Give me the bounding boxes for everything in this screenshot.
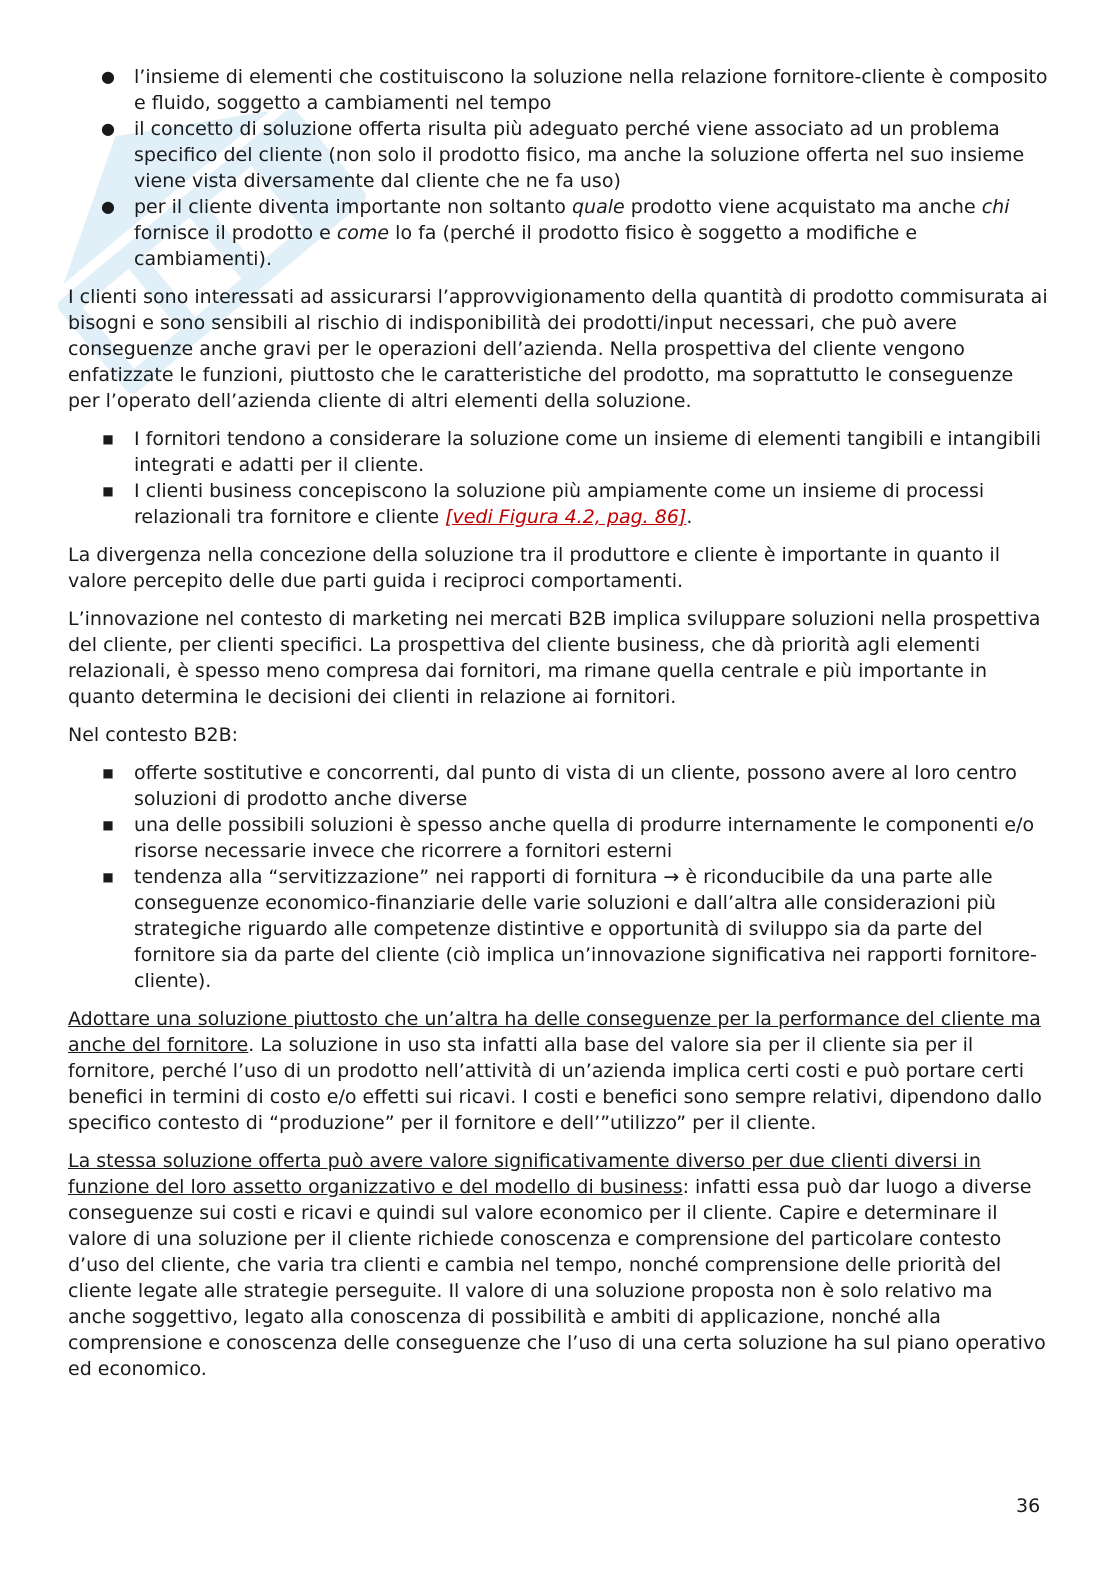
square-bullet-icon: ■ <box>102 870 114 884</box>
bullet-icon: ● <box>101 119 115 138</box>
bullet-list-1 <box>68 64 1048 272</box>
underlined-statement: Adottare una soluzione piuttosto che un’altra ha delle conseguenze per la performance del cliente ma anche del fornitore <box>68 1008 1041 1056</box>
bullet-icon: ● <box>101 67 115 86</box>
list-item: ● l’insieme di elementi che costituiscono la soluzione nella relazione fornitore-cliente è composito e fluido, soggetto a cambiamenti nel tempo <box>68 64 1048 116</box>
paragraph: Nel contesto B2B: <box>68 724 239 746</box>
bullet-list-2 <box>68 426 1048 530</box>
list-item: ● per il cliente diventa importante non soltanto quale prodotto viene acquistato ma anche chi fornisce il prodotto e come lo fa (perché il prodotto fisico è soggetto a modifiche e cambiamenti). <box>68 194 1048 272</box>
paragraph: L’innovazione nel contesto di marketing nei mercati B2B implica sviluppare soluzioni nella prospettiva del cliente, per clienti specifici. La prospettiva del cliente business, che dà priorità agli elementi relazionali, è spesso meno compresa dai fornitori, ma rimane quella centrale e più importante in quanto determina le decisioni dei clienti in relazione ai fornitori. <box>68 608 1041 708</box>
page-number: 36 <box>1016 1495 1041 1517</box>
square-bullet-icon: ■ <box>102 484 114 498</box>
figure-reference-link[interactable]: [vedi Figura 4.2, pag. 86] <box>445 506 687 528</box>
paragraph: La divergenza nella concezione della soluzione tra il produttore e cliente è importante in quanto il valore percepito delle due parti guida i reciproci comportamenti. <box>68 544 1000 592</box>
square-bullet-icon: ■ <box>102 432 114 446</box>
square-bullet-icon: ■ <box>102 766 114 780</box>
list-item: ■ I fornitori tendono a considerare la soluzione come un insieme di elementi tangibili e intangibili integrati e adatti per il cliente. <box>68 426 1048 478</box>
underlined-statement: La stessa soluzione offerta può avere valore significativamente diverso per due clienti diversi in funzione del loro assetto organizzativo e del modello di business <box>68 1150 981 1198</box>
paragraph: La stessa soluzione offerta può avere valore significativamente diverso per due clienti diversi in funzione del loro assetto organizzativo e del modello di business: infatti essa può dar luogo a diverse conseguenze sui costi e ricavi e quindi sul valore economico per il cliente. Capire e determinare il valore di una soluzione per il cliente richiede conoscenza e comprensione del particolare contesto d’uso del cliente, che varia tra clienti e cambia nel tempo, nonché comprensione delle priorità del cliente legate alle strategie perseguite. Il valore di una soluzione proposta non è solo relativo ma anche soggettivo, legato alla conoscenza di possibilità e ambiti di applicazione, nonché alla comprensione e conoscenza delle conseguenze che l’uso di una certa soluzione ha sul piano operativo ed economico. <box>68 1150 1046 1380</box>
paragraph: Adottare una soluzione piuttosto che un’altra ha delle conseguenze per la performance del cliente ma anche del fornitore. La soluzione in uso sta infatti alla base del valore sia per il cliente sia per il fornitore, perché l’uso di un prodotto nell’attività di un’azienda implica certi costi e può portare certi benefici in termini di costo e/o effetti sui ricavi. I costi e benefici sono sempre relativi, dipendono dallo specifico contesto di “produzione” per il fornitore e dell’”utilizzo” per il cliente. <box>68 1008 1042 1134</box>
page-body <box>68 64 1048 1394</box>
list-item: ■ tendenza alla “servitizzazione” nei rapporti di fornitura → è riconducibile da una parte alle conseguenze economico-finanziarie delle varie soluzioni e dall’altra alle considerazioni più strategiche riguardo alle competenze distintive e opportunità di sviluppo sia da parte del fornitore sia da parte del cliente (ciò implica un’innovazione significativa nei rapporti fornitore-cliente). <box>68 864 1048 994</box>
list-item: ■ una delle possibili soluzioni è spesso anche quella di produrre internamente le componenti e/o risorse necessarie invece che ricorrere a fornitori esterni <box>68 812 1048 864</box>
square-bullet-icon: ■ <box>102 818 114 832</box>
list-item: ■ I clienti business concepiscono la soluzione più ampiamente come un insieme di processi relazionali tra fornitore e cliente [vedi Figura 4.2, pag. 86]. <box>68 478 1048 530</box>
bullet-icon: ● <box>101 197 115 216</box>
list-item: ● il concetto di soluzione offerta risulta più adeguato perché viene associato ad un problema specifico del cliente (non solo il prodotto fisico, ma anche la soluzione offerta nel suo insieme viene vista diversamente dal cliente che ne fa uso) <box>68 116 1048 194</box>
list-item: ■ offerte sostitutive e concorrenti, dal punto di vista di un cliente, possono avere al loro centro soluzioni di prodotto anche diverse <box>68 760 1048 812</box>
paragraph: I clienti sono interessati ad assicurarsi l’approvvigionamento della quantità di prodotto commisurata ai bisogni e sono sensibili al rischio di indisponibilità dei prodotti/input necessari, che può avere conseguenze anche gravi per le operazioni dell’azienda. Nella prospettiva del cliente vengono enfatizzate le funzioni, piuttosto che le caratteristiche del prodotto, ma soprattutto le conseguenze per l’operato dell’azienda cliente di altri elementi della soluzione. <box>68 286 1048 412</box>
bullet-list-3 <box>68 760 1048 994</box>
